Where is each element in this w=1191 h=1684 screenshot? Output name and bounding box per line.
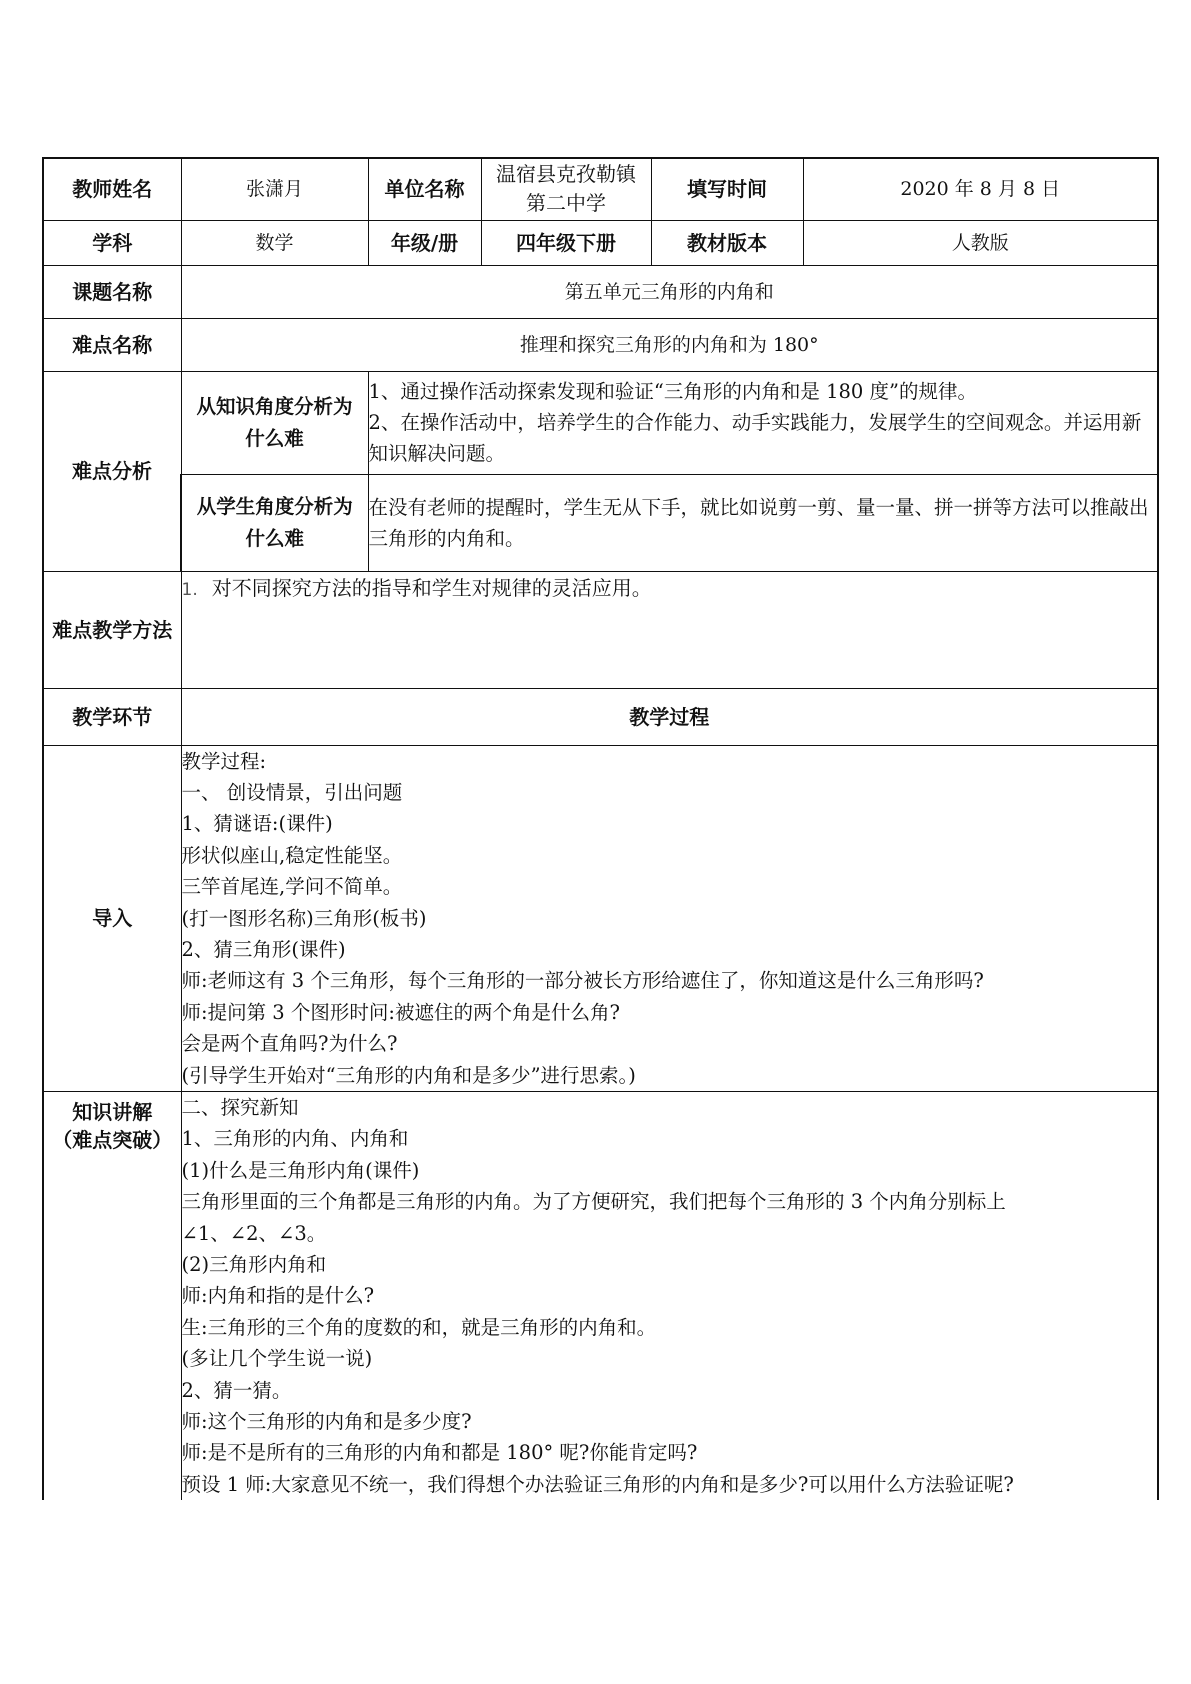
method-row xyxy=(43,571,1158,688)
analysis-knowledge-row xyxy=(43,371,1158,474)
knowledge-line: 三角形里面的三个角都是三角形的内角。为了方便研究，我们把每个三角形的 3 个内角分别标上 xyxy=(181,1190,1006,1214)
difficulty-value: 推理和探究三角形的内角和为 180° xyxy=(181,318,1158,371)
knowledge-line: 2、猜一猜。 xyxy=(181,1378,292,1402)
header-row-1 xyxy=(43,158,1158,220)
process-header-row xyxy=(43,688,1158,745)
knowledge-line: 师:是不是所有的三角形的内角和都是 180° 呢?你能肯定吗? xyxy=(181,1441,698,1465)
knowledge-line: 预设 1 师:大家意见不统一，我们得想个办法验证三角形的内角和是多少?可以用什么方法验证呢? xyxy=(181,1472,1014,1496)
knowledge-angle-text xyxy=(368,371,1158,474)
knowledge-line: 1、三角形的内角、内角和 xyxy=(181,1127,409,1151)
edition-value: 人教版 xyxy=(803,220,1158,265)
intro-line: 1、猜谜语:(课件) xyxy=(181,812,333,836)
lesson-plan-sheet xyxy=(42,157,1157,1500)
knowledge-line: (1)什么是三角形内角(课件) xyxy=(181,1158,420,1182)
intro-label: 导入 xyxy=(43,745,181,1091)
knowledge-line: 师:内角和指的是什么? xyxy=(181,1284,375,1308)
unit-name-value: 温宿县克孜勒镇第二中学 xyxy=(481,158,651,220)
knowledge-line: (2)三角形内角和 xyxy=(181,1253,327,1276)
intro-line: (引导学生开始对“三角形的内角和是多少”进行思索。) xyxy=(181,1063,636,1087)
intro-line: 会是两个直角吗?为什么? xyxy=(181,1032,398,1056)
student-angle-text: 在没有老师的提醒时，学生无从下手，就比如说剪一剪、量一量、拼一拼等方法可以推敲出三角形的内角和。 xyxy=(368,474,1158,571)
topic-value: 第五单元三角形的内角和 xyxy=(181,265,1158,318)
lesson-plan-table xyxy=(42,157,1159,1500)
intro-line: 教学过程: xyxy=(181,749,267,773)
process-header-label: 教学过程 xyxy=(181,688,1158,745)
stage-header-label: 教学环节 xyxy=(43,688,181,745)
intro-line: 形状似座山,稳定性能坚。 xyxy=(181,843,403,867)
knowledge-row xyxy=(43,1091,1158,1500)
difficulty-label: 难点名称 xyxy=(43,318,181,371)
intro-line: (打一图形名称)三角形(板书) xyxy=(181,906,427,930)
unit-name-label: 单位名称 xyxy=(368,158,481,220)
fill-time-label: 填写时间 xyxy=(651,158,803,220)
teacher-name-label: 教师姓名 xyxy=(43,158,181,220)
knowledge-line: 二、探究新知 xyxy=(181,1095,299,1119)
grade-label: 年级/册 xyxy=(368,220,481,265)
topic-label: 课题名称 xyxy=(43,265,181,318)
subject-value: 数学 xyxy=(181,220,368,265)
knowledge-point-1: 1、通过操作活动探索发现和验证“三角形的内角和是 180 度”的规律。 xyxy=(368,380,977,403)
intro-row xyxy=(43,745,1158,1091)
intro-line: 师:提问第 3 个图形时问:被遮住的两个角是什么角? xyxy=(181,1000,620,1024)
method-number: 1. xyxy=(181,579,198,600)
method-label: 难点教学方法 xyxy=(43,571,181,688)
edition-label: 教材版本 xyxy=(651,220,803,265)
knowledge-line: 生:三角形的三个角的度数的和，就是三角形的内角和。 xyxy=(181,1315,657,1339)
analysis-label: 难点分析 xyxy=(43,371,181,571)
method-cell xyxy=(181,571,1158,688)
intro-line: 三竿首尾连,学问不简单。 xyxy=(181,875,403,899)
intro-line: 一、 创设情景，引出问题 xyxy=(181,780,403,804)
student-angle-label: 从学生角度分析为什么难 xyxy=(181,474,368,571)
intro-line: 2、猜三角形(课件) xyxy=(181,937,346,961)
topic-row xyxy=(43,265,1158,318)
subject-label: 学科 xyxy=(43,220,181,265)
knowledge-label xyxy=(43,1091,181,1500)
method-text: 对不同探究方法的指导和学生对规律的灵活应用。 xyxy=(211,575,652,600)
intro-line: 师:老师这有 3 个三角形，每个三角形的一部分被长方形给遮住了，你知道这是什么三角形吗? xyxy=(181,969,984,993)
grade-value: 四年级下册 xyxy=(481,220,651,265)
fill-time-value: 2020 年 8 月 8 日 xyxy=(803,158,1158,220)
knowledge-point-2: 2、在操作活动中，培养学生的合作能力、动手实践能力，发展学生的空间观念。并运用新知识解决问题。 xyxy=(368,411,1142,465)
knowledge-label-line-1: 知识讲解 xyxy=(72,1099,153,1124)
header-row-2 xyxy=(43,220,1158,265)
knowledge-content xyxy=(181,1091,1158,1500)
difficulty-row xyxy=(43,318,1158,371)
knowledge-line: (多让几个学生说一说) xyxy=(181,1347,373,1371)
knowledge-label-line-2: （难点突破） xyxy=(52,1127,173,1152)
intro-content xyxy=(181,745,1158,1091)
analysis-student-row xyxy=(43,474,1158,571)
knowledge-line: ∠1、∠2、∠3。 xyxy=(181,1221,327,1245)
teacher-name-value: 张潇月 xyxy=(181,158,368,220)
knowledge-angle-label: 从知识角度分析为什么难 xyxy=(181,371,368,474)
knowledge-line: 师:这个三角形的内角和是多少度? xyxy=(181,1410,472,1434)
